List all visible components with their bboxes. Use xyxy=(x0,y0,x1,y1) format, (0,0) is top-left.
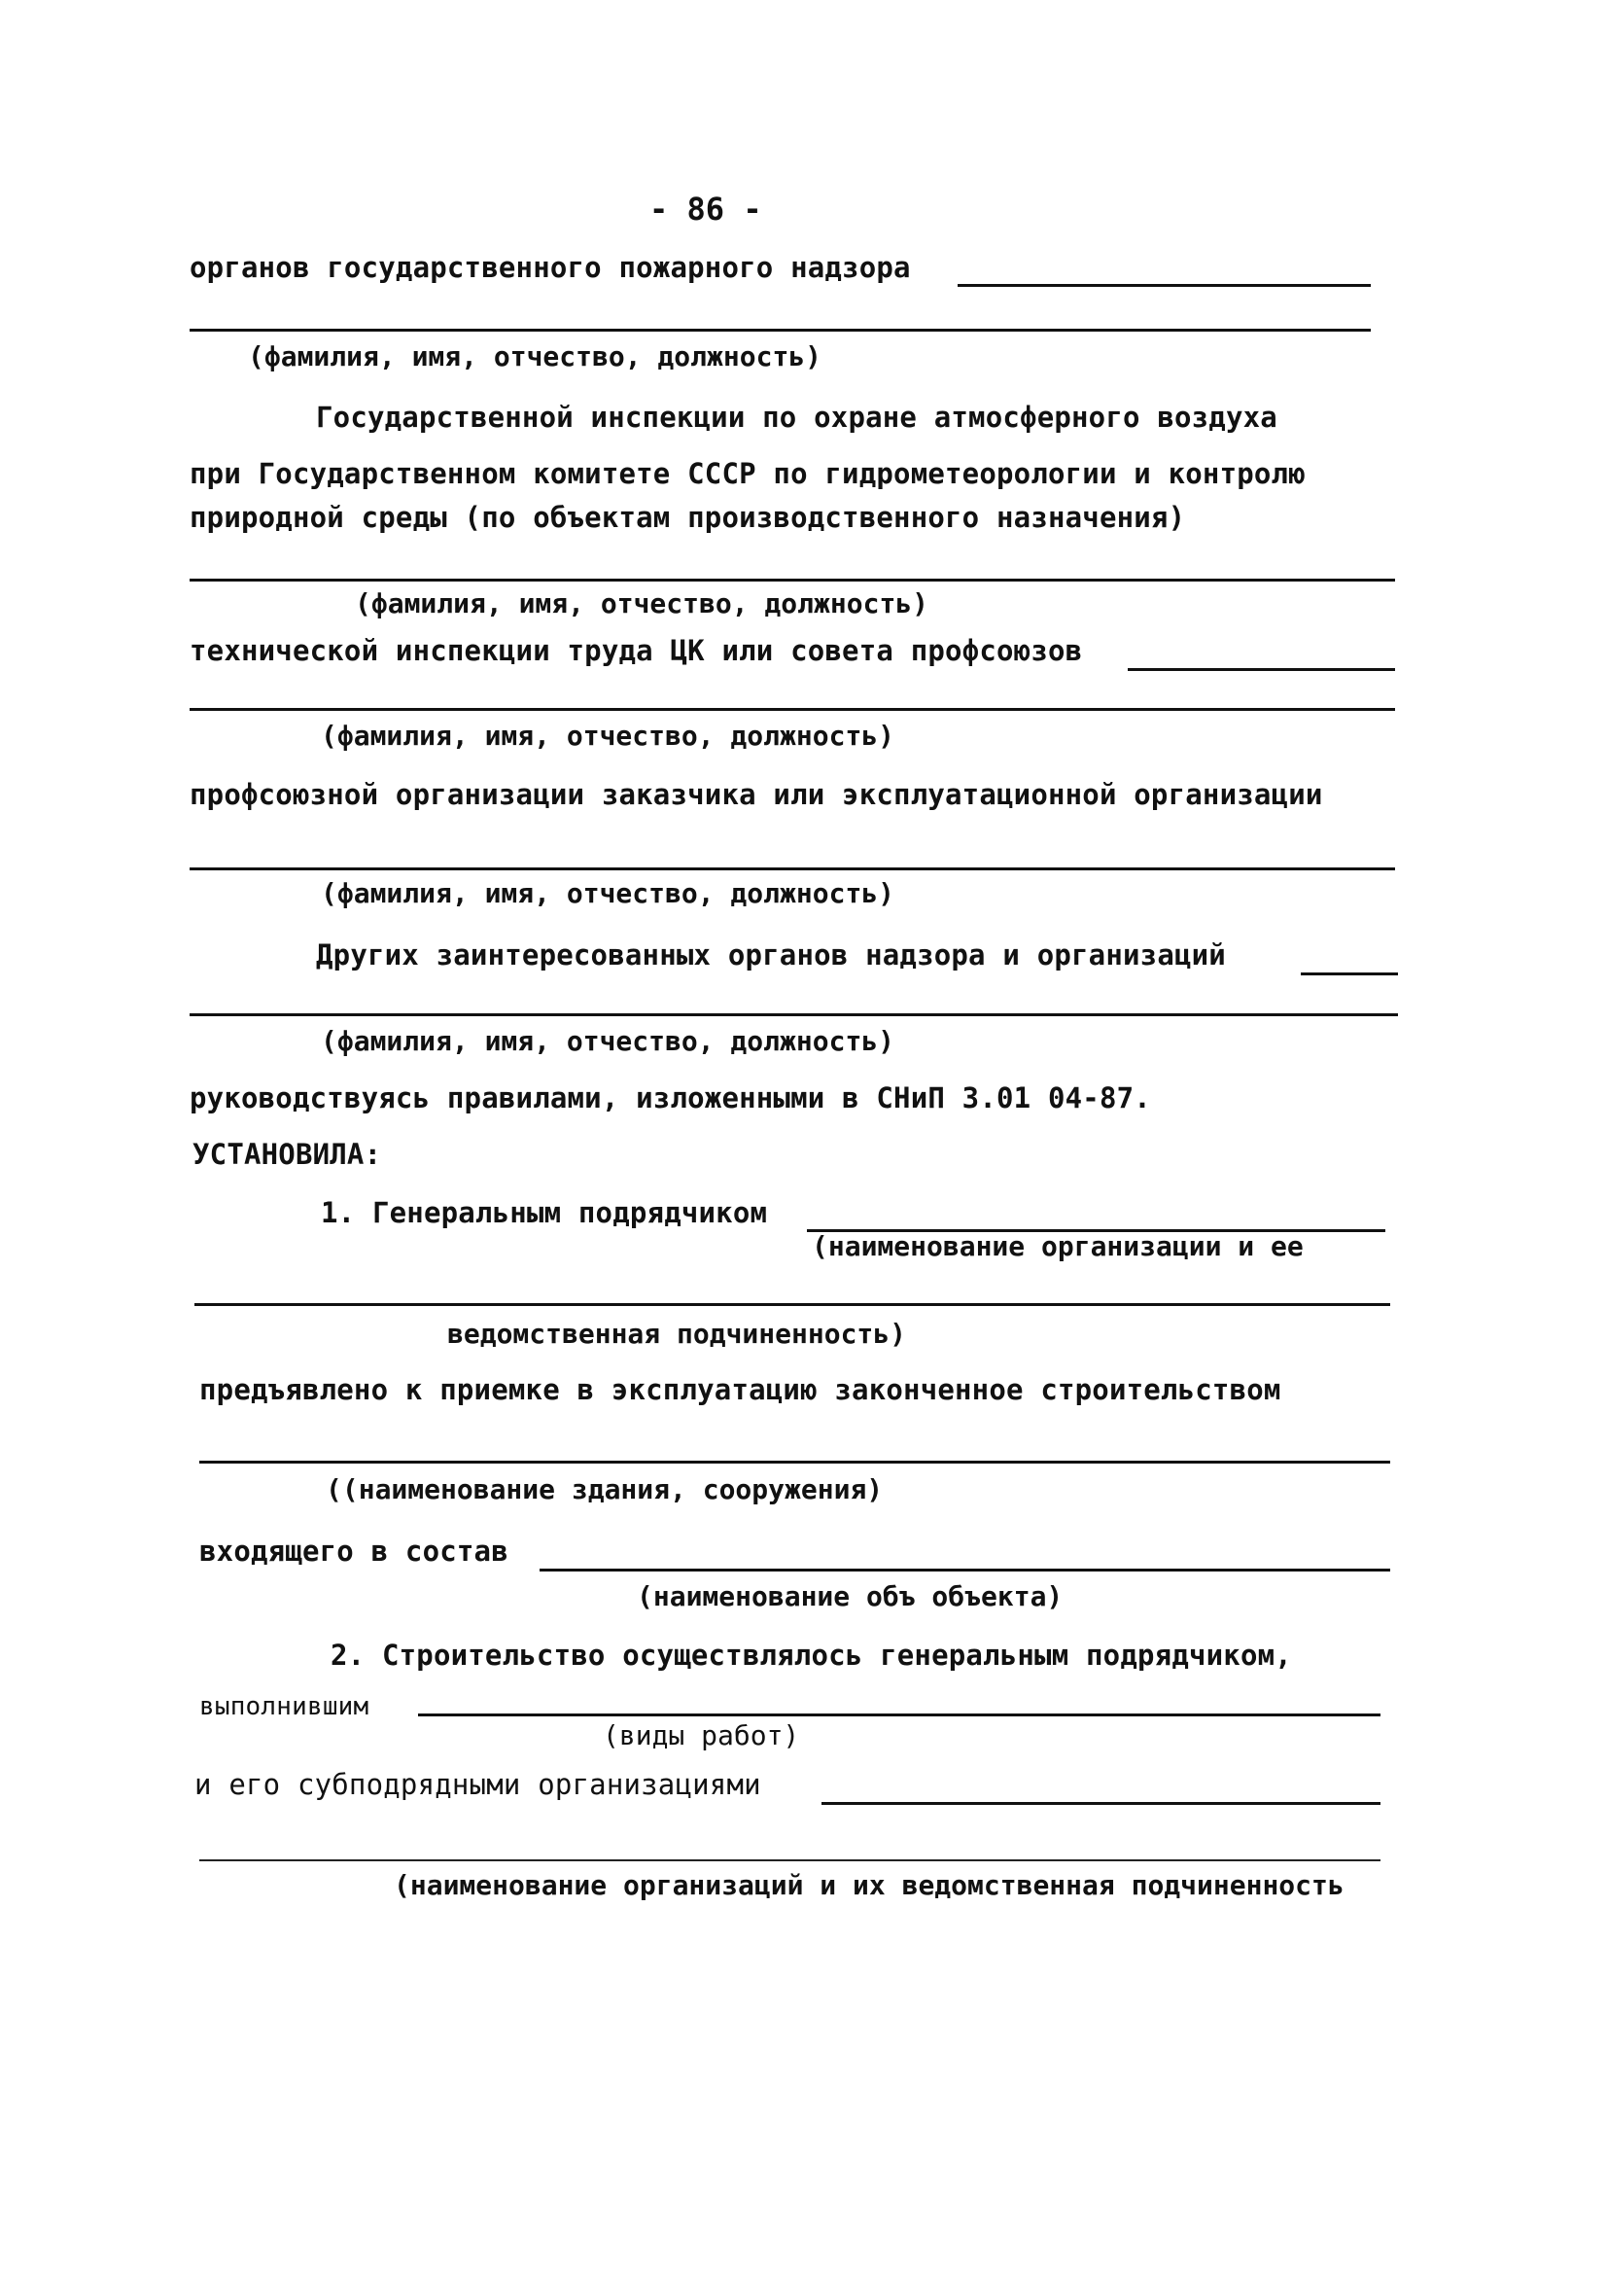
page-number: - 86 - xyxy=(649,191,762,228)
fill-line xyxy=(958,284,1371,287)
fill-line xyxy=(199,1859,1380,1861)
text-line-performed: выполнившим xyxy=(199,1692,369,1721)
text-line-labor-inspection: технической инспекции труда ЦК или совета профсоюзов xyxy=(190,634,1083,667)
fill-line xyxy=(190,329,1371,332)
caption-name-position: (фамилия, имя, отчество, должность) xyxy=(248,340,822,372)
fill-line xyxy=(199,1461,1390,1464)
caption-name-position: (фамилия, имя, отчество, должность) xyxy=(321,877,895,909)
text-line-fire-supervision: органов государственного пожарного надзора xyxy=(190,251,911,284)
fill-line xyxy=(190,579,1395,582)
caption-object-name: (наименование объ объекта) xyxy=(637,1580,1064,1612)
caption-name-position: (фамилия, имя, отчество, должность) xyxy=(355,587,929,619)
text-line-subcontractors: и его субподрядными организациями xyxy=(194,1768,761,1801)
fill-line xyxy=(1128,668,1395,671)
caption-subordination: ведомственная подчиненность) xyxy=(447,1318,907,1350)
caption-work-types: (виды работ) xyxy=(603,1719,800,1751)
fill-line xyxy=(540,1569,1390,1572)
caption-name-position: (фамилия, имя, отчество, должность) xyxy=(321,1025,895,1057)
text-line-trade-union: профсоюзной организации заказчика или эксплуатационной организации xyxy=(190,778,1323,811)
fill-line xyxy=(190,708,1395,711)
fill-line xyxy=(1301,972,1398,975)
caption-building-name: ((наименование здания, сооружения) xyxy=(326,1473,884,1505)
caption-org-name: (наименование организации и ее xyxy=(812,1230,1304,1262)
caption-name-position: (фамилия, имя, отчество, должность) xyxy=(321,720,895,752)
text-line-general-contractor: 1. Генеральным подрядчиком xyxy=(321,1196,768,1229)
text-line-construction-performed: 2. Строительство осуществлялось генеральным подрядчиком, xyxy=(331,1639,1292,1672)
caption-organizations-subordination: (наименование организаций и их ведомственная подчиненность xyxy=(394,1869,1345,1901)
fill-line xyxy=(821,1802,1380,1805)
text-line-presented-acceptance: предъявлено к приемке в эксплуатацию законченное строительством xyxy=(199,1373,1281,1406)
text-line-part-of: входящего в состав xyxy=(199,1535,508,1568)
fill-line xyxy=(190,1013,1398,1016)
text-line-other-bodies: Других заинтересованных органов надзора и организаций xyxy=(316,938,1226,971)
fill-line xyxy=(190,867,1395,870)
fill-line xyxy=(418,1713,1380,1716)
text-line-state-committee: при Государственном комитете СССР по гидрометеорологии и контролю xyxy=(190,457,1306,490)
text-line-snip-reference: руководствуясь правилами, изложенными в СНиП 3.01 04-87. xyxy=(190,1081,1151,1114)
text-line-air-inspection: Государственной инспекции по охране атмосферного воздуха xyxy=(316,401,1277,434)
text-line-environment: природной среды (по объектам производственного назначения) xyxy=(190,501,1186,534)
fill-line xyxy=(194,1303,1390,1306)
heading-established: УСТАНОВИЛА: xyxy=(192,1138,382,1171)
